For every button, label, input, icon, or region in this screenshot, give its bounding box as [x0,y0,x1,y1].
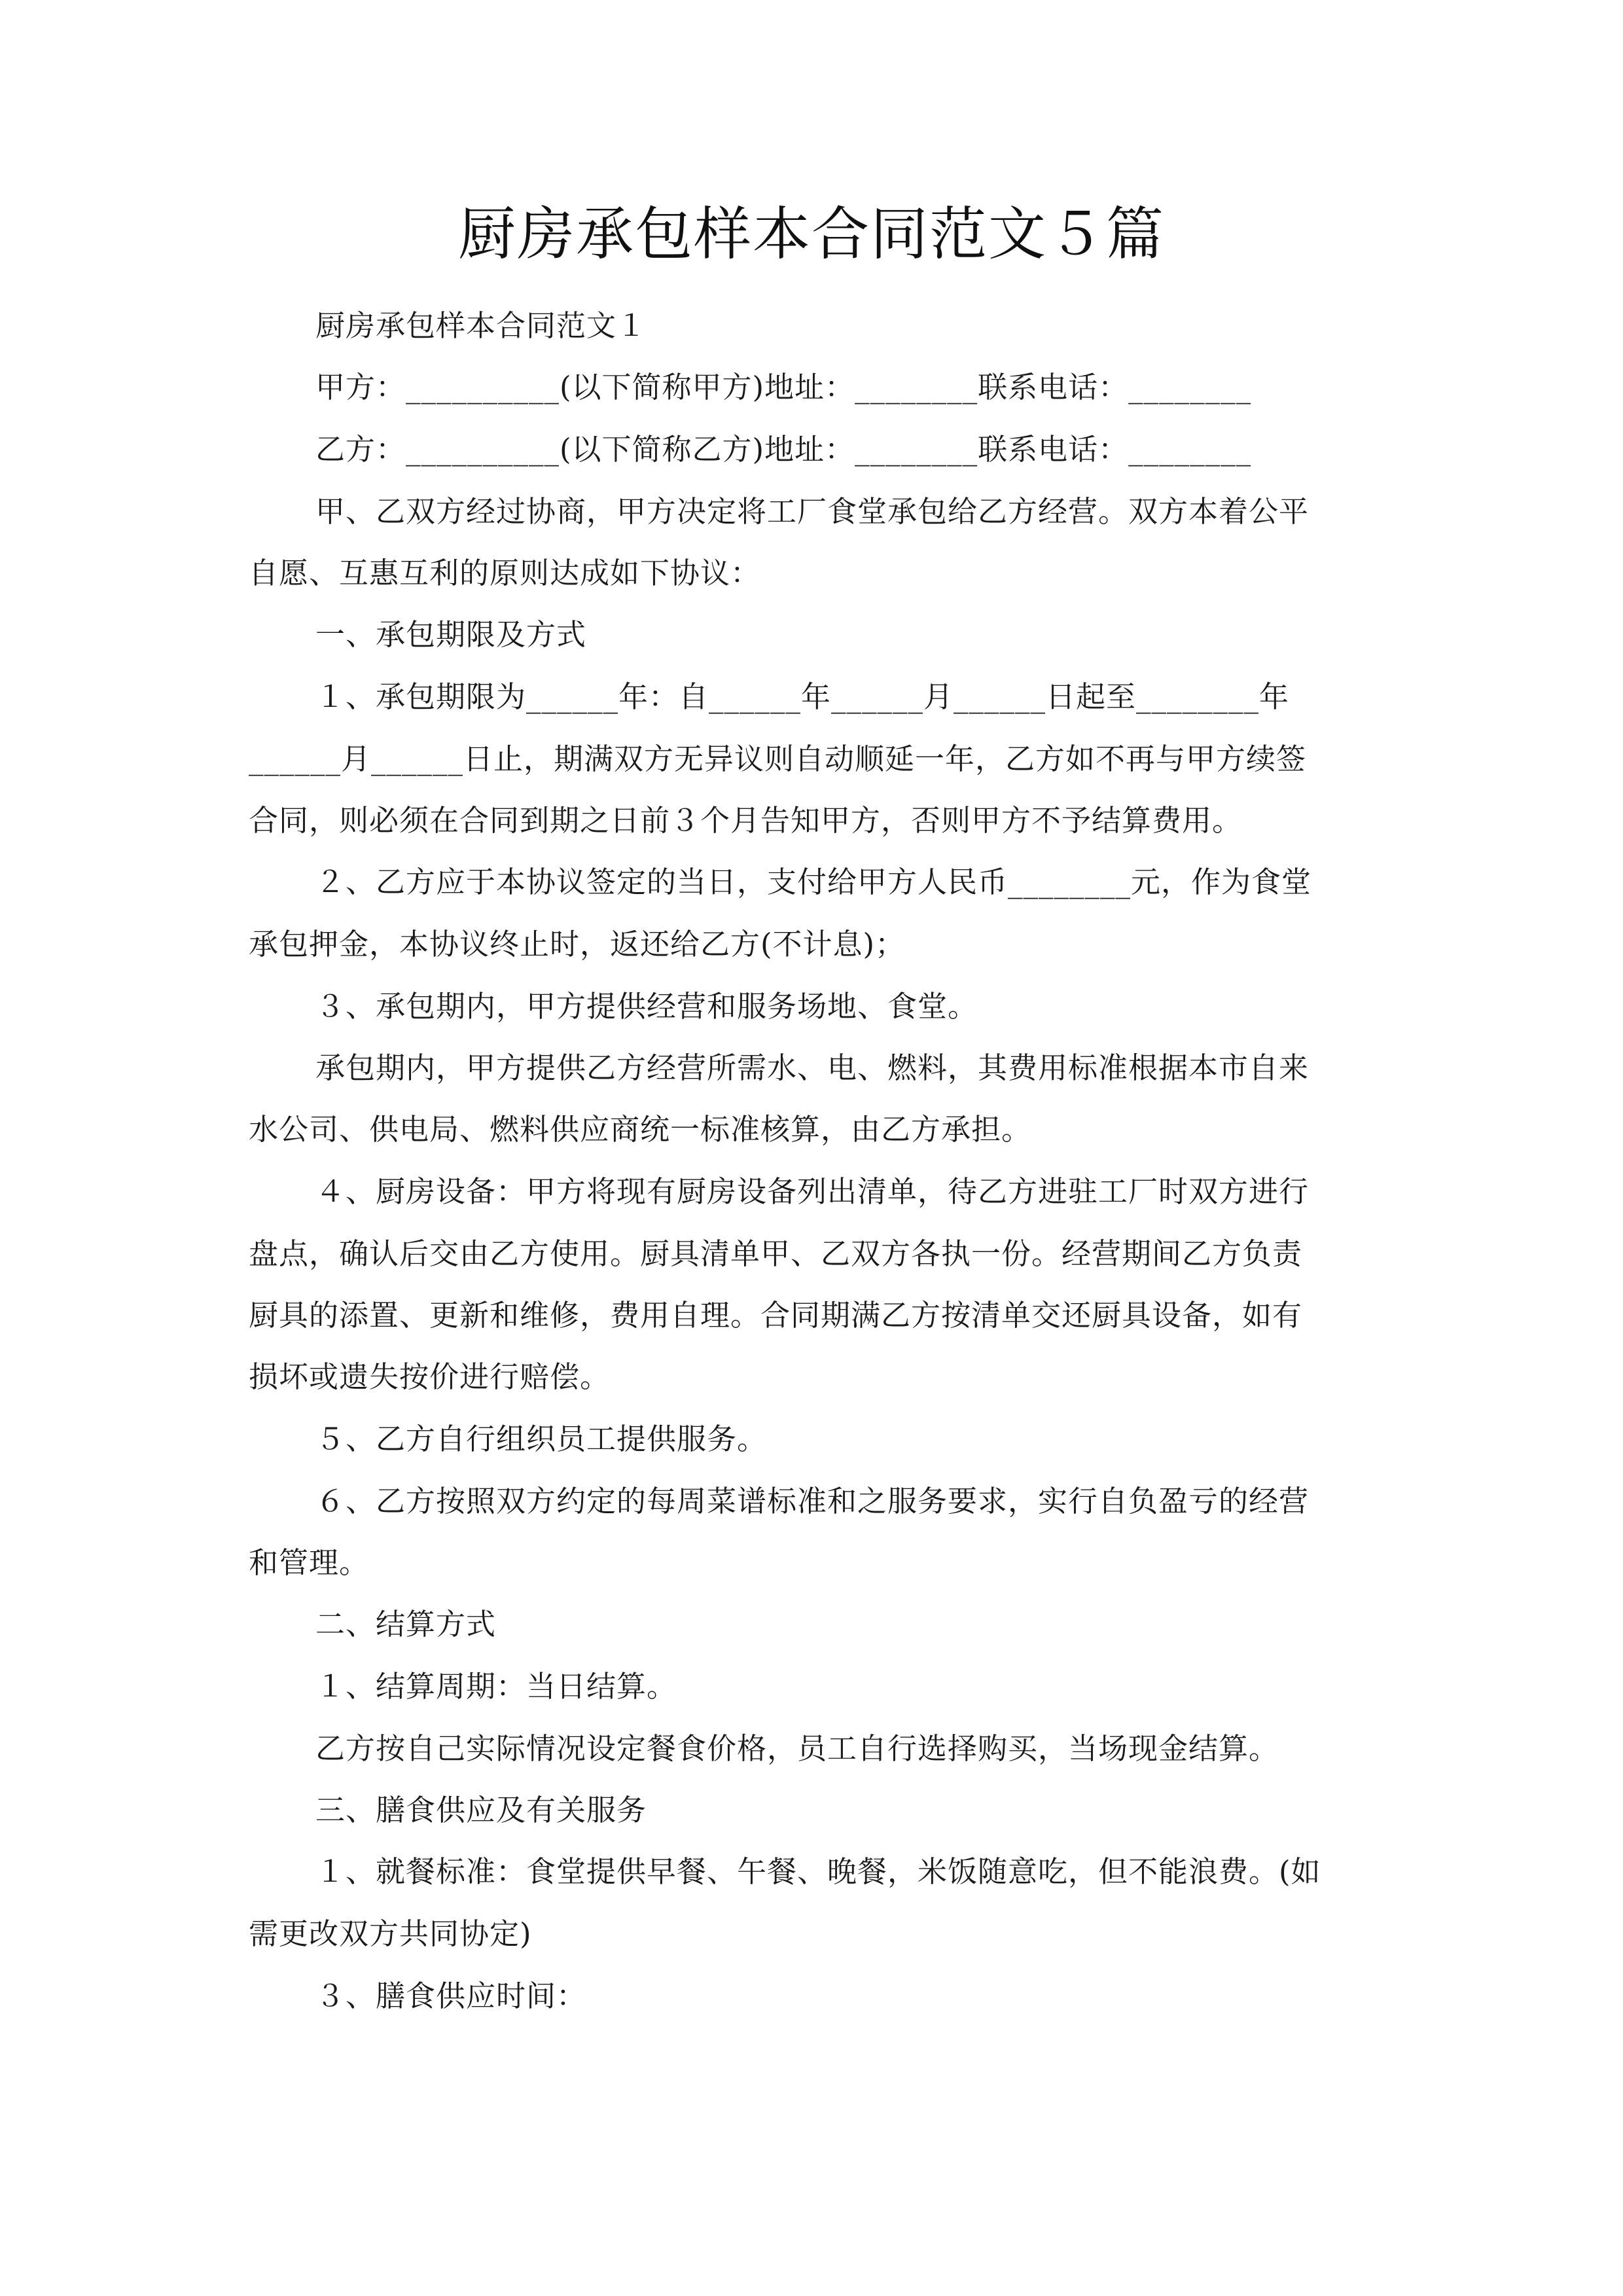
paragraph-line: ５、乙方自行组织员工提供服务。 [315,1422,768,1456]
paragraph-line: 合同，则必须在合同到期之日前３个月告知甲方，否则甲方不予结算费用。 [249,803,1243,838]
subtitle: 厨房承包样本合同范文１ [315,308,647,343]
paragraph-line: ______月______日止，期满双方无异议则自动顺延一年，乙方如不再与甲方续签 [249,742,1307,776]
document-title: 厨房承包样本合同范文５篇 [457,200,1165,268]
section-heading: 三、膳食供应及有关服务 [315,1793,647,1827]
paragraph-line: ６、乙方按照双方约定的每周菜谱标准和之服务要求，实行自负盈亏的经营 [315,1484,1310,1518]
section-heading: 二、结算方式 [315,1607,497,1641]
paragraph-line: ２、乙方应于本协议签定的当日，支付给甲方人民币________元，作为食堂 [315,865,1312,899]
paragraph-line: 和管理。 [249,1545,370,1580]
paragraph-line: 自愿、互惠互利的原则达成如下协议： [249,556,761,590]
paragraph-line: 甲、乙双方经过协商，甲方决定将工厂食堂承包给乙方经营。双方本着公平 [315,494,1310,529]
paragraph-line: １、承包期限为______年：自______年______月______日起至________年 [315,679,1290,714]
paragraph-line: １、就餐标准：食堂提供早餐、午餐、晚餐，米饭随意吃，但不能浪费。(如 [315,1854,1321,1889]
paragraph-line: 承包期内，甲方提供乙方经营所需水、电、燃料，其费用标准根据本市自来 [315,1050,1310,1085]
paragraph-line: 厨具的添置、更新和维修，费用自理。合同期满乙方按清单交还厨具设备，如有 [249,1298,1303,1333]
paragraph-line: 盘点，确认后交由乙方使用。厨具清单甲、乙双方各执一份。经营期间乙方负责 [249,1236,1303,1271]
party-a-line: 甲方：__________(以下简称甲方)地址：________联系电话：________ [315,370,1252,404]
party-b-line: 乙方：__________(以下简称乙方)地址：________联系电话：________ [315,432,1252,467]
paragraph-line: 损坏或遗失按价进行赔偿。 [249,1359,611,1394]
paragraph-line: 需更改双方共同协定) [249,1916,532,1951]
paragraph-line: ４、厨房设备：甲方将现有厨房设备列出清单，待乙方进驻工厂时双方进行 [315,1174,1310,1209]
paragraph-line: 承包押金，本协议终止时，返还给乙方(不计息)； [249,927,906,961]
paragraph-line: 乙方按自己实际情况设定餐食价格，员工自行选择购买，当场现金结算。 [315,1731,1279,1766]
paragraph-line: 水公司、供电局、燃料供应商统一标准核算，由乙方承担。 [249,1112,1032,1147]
section-heading: 一、承包期限及方式 [315,617,587,652]
paragraph-line: １、结算周期：当日结算。 [315,1669,677,1704]
paragraph-line: ３、承包期内，甲方提供经营和服务场地、食堂。 [315,989,978,1024]
paragraph-line: ３、膳食供应时间： [315,1979,587,2013]
